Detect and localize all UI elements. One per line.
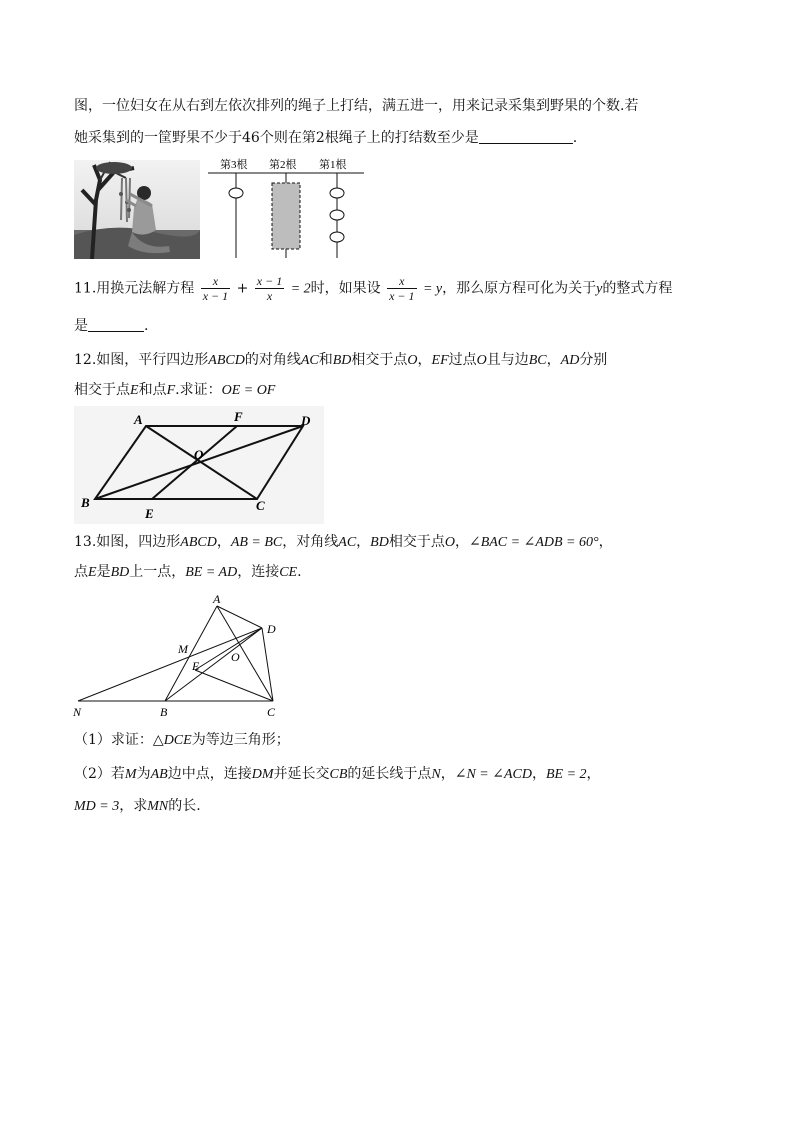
answer-blank-q11[interactable] [88,317,144,332]
q10-line2: 她采集到的一筐野果不少于46个则在第2根绳子上的打结数至少是 . [74,130,578,146]
rope-label-2: 第2根 [269,159,297,171]
q13-part1: （1）求证：△DCE为等边三角形； [74,732,290,748]
q13-part2-line2: MD = 3，求MN的长. [74,798,201,814]
point-label-e: E [145,506,154,521]
q13-line1: 13.如图，四边形ABCD，AB = BC，对角线AC，BD相交于点O，∠BAC = ∠ADB = 60°， [74,534,613,550]
point-label-c: C [267,705,276,719]
point-label-d: D [267,622,276,636]
answer-blank-q10[interactable] [479,129,573,144]
knot [330,188,344,198]
q11-line2: 是 . [74,318,149,334]
point-label-c: C [256,498,265,513]
point-label-n: N [73,705,82,719]
knot [330,210,344,220]
point-label-a: A [134,412,143,427]
point-label-d: D [301,413,311,428]
knot [330,232,344,242]
rope-label-1: 第1根 [319,159,347,171]
q10-line1: 图，一位妇女在从右到左依次排列的绳子上打结，满五进一，用来记录采集到野果的个数.若 [74,98,639,114]
point-label-f: F [234,409,243,424]
q13-part2-line1: （2）若M为AB边中点，连接DM并延长交CB的延长线于点N，∠N = ∠ACD，BE = 2， [74,766,601,782]
parallelogram-figure [74,406,324,524]
q11-line1: 11.用换元法解方程 $\frac{x}{x - 1}$ + $\frac{x - 1}{x}$ = 2时，如果设 $\frac{x}{x - 1}$ = y，那么原方程可化为关于y的整式方程 [74,274,673,303]
point-label-e: E [192,659,200,673]
rope-label-3: 第3根 [220,159,248,171]
point-label-b: B [81,495,90,510]
point-label-o: O [231,650,240,664]
rope-knot-diagram [206,155,366,261]
knot [229,188,243,198]
fraction: $\frac{x - 1}{x}$ [256,274,283,303]
q12-line1: 12.如图，平行四边形ABCD的对角线AC和BD相交于点O，EF过点O且与边BC，AD分别 [74,352,608,368]
point-label-m: M [178,642,188,656]
point-label-a: A [213,592,221,606]
q12-line2: 相交于点E和点F.求证：OE = OF [74,382,276,398]
q13-line2: 点E是BD上一点，BE = AD，连接CE. [74,564,302,580]
point-label-b: B [160,705,168,719]
fraction: $\frac{x}{x - 1}$ [389,274,415,303]
point-label-o: O [194,447,204,462]
quadrilateral-figure [70,592,290,720]
knot-tying-illustration [74,160,200,259]
fraction: $\frac{x}{x - 1}$ [202,274,229,303]
hidden-knots-box [272,183,300,249]
